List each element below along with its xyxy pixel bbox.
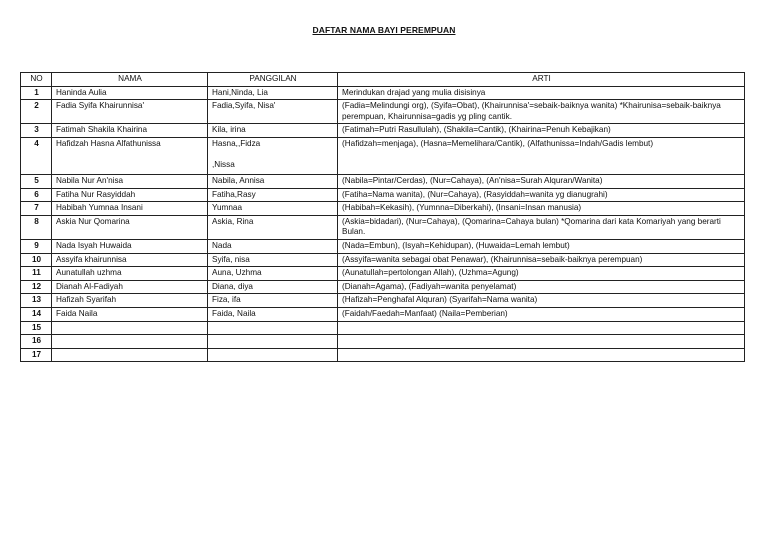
header-arti: ARTI xyxy=(338,73,745,87)
cell-no: 9 xyxy=(21,239,52,253)
names-table xyxy=(20,72,745,362)
cell-no: 13 xyxy=(21,294,52,308)
cell-no: 16 xyxy=(21,335,52,349)
cell-arti: (Hafizah=Penghafal Alquran) (Syarifah=Nama wanita) xyxy=(338,294,745,308)
cell-arti: (Habibah=Kekasih), (Yumnna=Diberkahi), (Insani=Insan manusia) xyxy=(338,202,745,216)
table-row xyxy=(21,174,745,188)
table-row xyxy=(21,100,745,124)
table-row xyxy=(21,321,745,335)
cell-panggilan xyxy=(208,348,338,362)
cell-panggilan: Kila, irina xyxy=(208,124,338,138)
cell-panggilan: Nabila, Annisa xyxy=(208,174,338,188)
header-no: NO xyxy=(21,73,52,87)
cell-arti: (Dianah=Agama), (Fadiyah=wanita penyelamat) xyxy=(338,280,745,294)
document-title: DAFTAR NAMA BAYI PEREMPUAN xyxy=(312,25,456,35)
table-row xyxy=(21,335,745,349)
cell-arti xyxy=(338,348,745,362)
cell-nama: Dianah Al-Fadiyah xyxy=(52,280,208,294)
cell-nama xyxy=(52,348,208,362)
cell-no: 12 xyxy=(21,280,52,294)
cell-arti: (Fadia=Melindungi org), (Syifa=Obat), (Khairunnisa'=sebaik-baiknya wanita) *Khairunisa=sebaik-baiknya perempuan, Khairunnisa=gadis yg pling cantik. xyxy=(338,100,745,124)
cell-panggilan: Diana, diya xyxy=(208,280,338,294)
cell-nama: Fatimah Shakila Khairina xyxy=(52,124,208,138)
cell-no: 14 xyxy=(21,307,52,321)
cell-nama: Habibah Yumnaa Insani xyxy=(52,202,208,216)
table-row xyxy=(21,307,745,321)
cell-no: 6 xyxy=(21,188,52,202)
panggilan-line-2: ,Nissa xyxy=(212,159,235,169)
header-panggilan: PANGGILAN xyxy=(208,73,338,87)
cell-arti: (Askia=bidadari), (Nur=Cahaya), (Qomarina=Cahaya bulan) *Qomarina dari kata Komariyah yang berarti Bulan. xyxy=(338,215,745,239)
cell-nama: Hafizah Syarifah xyxy=(52,294,208,308)
table-row xyxy=(21,253,745,267)
cell-panggilan xyxy=(208,321,338,335)
cell-nama: Aunatullah uzhma xyxy=(52,267,208,281)
cell-arti: (Faidah/Faedah=Manfaat) (Naila=Pemberian) xyxy=(338,307,745,321)
cell-panggilan: Fatiha,Rasy xyxy=(208,188,338,202)
cell-arti xyxy=(338,321,745,335)
cell-nama xyxy=(52,321,208,335)
table-row xyxy=(21,267,745,281)
cell-no: 10 xyxy=(21,253,52,267)
table-row xyxy=(21,188,745,202)
cell-no: 1 xyxy=(21,86,52,100)
table-row xyxy=(21,348,745,362)
cell-arti: Merindukan drajad yang mulia disisinya xyxy=(338,86,745,100)
cell-nama: Nabila Nur An'nisa xyxy=(52,174,208,188)
cell-panggilan: Hani,Ninda, Lia xyxy=(208,86,338,100)
cell-no: 15 xyxy=(21,321,52,335)
cell-nama: Askia Nur Qomarina xyxy=(52,215,208,239)
table-row xyxy=(21,86,745,100)
cell-arti: (Assyifa=wanita sebagai obat Penawar), (Khairunnisa=sebaik-baiknya perempuan) xyxy=(338,253,745,267)
cell-panggilan: Auna, Uzhma xyxy=(208,267,338,281)
cell-panggilan: Fiza, ifa xyxy=(208,294,338,308)
cell-arti: (Hafidzah=menjaga), (Hasna=Memelihara/Cantik), (Alfathunissa=Indah/Gadis lembut) xyxy=(338,137,745,174)
table-row xyxy=(21,124,745,138)
cell-panggilan: Askia, Rina xyxy=(208,215,338,239)
header-nama: NAMA xyxy=(52,73,208,87)
panggilan-line-1: Hasna,,Fidza xyxy=(212,138,261,148)
cell-nama: Haninda Aulia xyxy=(52,86,208,100)
table-row xyxy=(21,239,745,253)
cell-panggilan: Yumnaa xyxy=(208,202,338,216)
cell-panggilan: Nada xyxy=(208,239,338,253)
cell-arti: (Nada=Embun), (Isyah=Kehidupan), (Huwaida=Lemah lembut) xyxy=(338,239,745,253)
cell-no: 5 xyxy=(21,174,52,188)
cell-panggilan xyxy=(208,137,338,174)
cell-arti: (Nabila=Pintar/Cerdas), (Nur=Cahaya), (An'nisa=Surah Alquran/Wanita) xyxy=(338,174,745,188)
cell-no: 4 xyxy=(21,137,52,174)
cell-no: 3 xyxy=(21,124,52,138)
table-row xyxy=(21,294,745,308)
cell-no: 11 xyxy=(21,267,52,281)
cell-no: 8 xyxy=(21,215,52,239)
cell-panggilan xyxy=(208,335,338,349)
cell-no: 2 xyxy=(21,100,52,124)
table-row xyxy=(21,280,745,294)
cell-no: 7 xyxy=(21,202,52,216)
table-row xyxy=(21,202,745,216)
cell-arti xyxy=(338,335,745,349)
table-row xyxy=(21,215,745,239)
cell-no: 17 xyxy=(21,348,52,362)
cell-nama: Fatiha Nur Rasyiddah xyxy=(52,188,208,202)
table-row xyxy=(21,137,745,174)
cell-nama: Fadia Syifa Khairunnisa' xyxy=(52,100,208,124)
cell-nama: Nada Isyah Huwaida xyxy=(52,239,208,253)
cell-panggilan: Faida, Naila xyxy=(208,307,338,321)
table-header-row xyxy=(21,73,745,87)
cell-nama xyxy=(52,335,208,349)
cell-panggilan: Syifa, nisa xyxy=(208,253,338,267)
cell-nama: Hafidzah Hasna Alfathunissa xyxy=(52,137,208,174)
cell-arti: (Aunatullah=pertolongan Allah), (Uzhma=Agung) xyxy=(338,267,745,281)
cell-arti: (Fatimah=Putri Rasullulah), (Shakila=Cantik), (Khairina=Penuh Kebajikan) xyxy=(338,124,745,138)
cell-nama: Faida Naila xyxy=(52,307,208,321)
cell-panggilan: Fadia,Syifa, Nisa' xyxy=(208,100,338,124)
cell-nama: Assyifa khairunnisa xyxy=(52,253,208,267)
cell-arti: (Fatiha=Nama wanita), (Nur=Cahaya), (Rasyiddah=wanita yg dianugrahi) xyxy=(338,188,745,202)
